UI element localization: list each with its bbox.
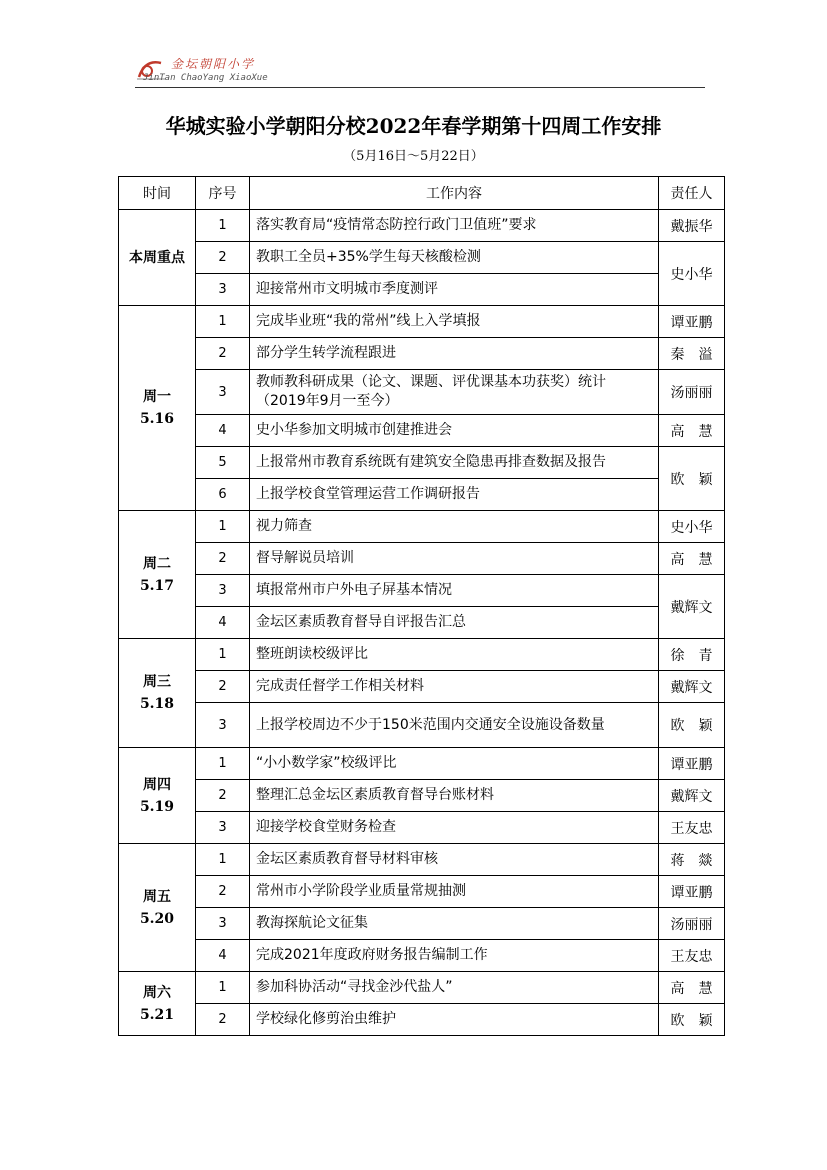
content-cell: 参加科协活动“寻找金沙代盐人” xyxy=(250,972,659,1004)
seq-cell: 3 xyxy=(196,575,250,607)
content-cell: 部分学生转学流程跟进 xyxy=(250,338,659,370)
table-row xyxy=(119,306,725,338)
table-row xyxy=(119,447,725,479)
person-cell: 史小华 xyxy=(659,242,725,306)
table-row xyxy=(119,908,725,940)
content-cell: 教职工全员+35%学生每天核酸检测 xyxy=(250,242,659,274)
person-cell: 王友忠 xyxy=(659,940,725,972)
person-cell: 戴振华 xyxy=(659,210,725,242)
seq-cell: 6 xyxy=(196,479,250,511)
time-cell xyxy=(119,639,196,748)
person-cell: 谭亚鹏 xyxy=(659,306,725,338)
seq-cell: 3 xyxy=(196,703,250,748)
content-cell: 完成毕业班“我的常州”线上入学填报 xyxy=(250,306,659,338)
content-cell: 教海探航论文征集 xyxy=(250,908,659,940)
table-row xyxy=(119,274,725,306)
table-header-row xyxy=(119,177,725,210)
schedule-body xyxy=(119,210,725,1036)
content-cell: 视力筛查 xyxy=(250,511,659,543)
person-cell: 秦 溢 xyxy=(659,338,725,370)
person-cell: 谭亚鹏 xyxy=(659,748,725,780)
table-row xyxy=(119,338,725,370)
person-cell: 汤丽丽 xyxy=(659,908,725,940)
person-cell: 徐 青 xyxy=(659,639,725,671)
time-label: 周二 xyxy=(143,555,171,572)
page-subtitle: （5月16日～5月22日） xyxy=(343,149,484,164)
person-cell: 高 慧 xyxy=(659,972,725,1004)
time-cell xyxy=(119,748,196,844)
table-row xyxy=(119,639,725,671)
seq-cell: 4 xyxy=(196,940,250,972)
content-cell: “小小数学家”校级评比 xyxy=(250,748,659,780)
person-cell: 王友忠 xyxy=(659,812,725,844)
time-cell xyxy=(119,306,196,511)
seq-cell: 5 xyxy=(196,447,250,479)
content-cell: 完成责任督学工作相关材料 xyxy=(250,671,659,703)
content-cell: 上报学校周边不少于150米范围内交通安全设施设备数量 xyxy=(250,703,659,748)
content-cell: 整理汇总金坛区素质教育督导台账材料 xyxy=(250,780,659,812)
time-date: 5.20 xyxy=(139,910,175,927)
person-cell: 高 慧 xyxy=(659,543,725,575)
person-cell: 谭亚鹏 xyxy=(659,876,725,908)
content-cell: 迎接学校食堂财务检查 xyxy=(250,812,659,844)
table-row xyxy=(119,370,725,415)
page-header xyxy=(135,55,705,89)
seq-cell: 3 xyxy=(196,812,250,844)
table-row xyxy=(119,780,725,812)
content-cell: 上报学校食堂管理运营工作调研报告 xyxy=(250,479,659,511)
content-cell: 史小华参加文明城市创建推进会 xyxy=(250,415,659,447)
time-cell xyxy=(119,210,196,306)
content-cell: 金坛区素质教育督导材料审核 xyxy=(250,844,659,876)
person-cell: 高 慧 xyxy=(659,415,725,447)
seq-cell: 1 xyxy=(196,210,250,242)
time-date: 5.18 xyxy=(139,696,175,712)
time-label: 周六 xyxy=(143,984,171,1001)
content-cell: 完成2021年度政府财务报告编制工作 xyxy=(250,940,659,972)
seq-cell: 4 xyxy=(196,607,250,639)
seq-cell: 4 xyxy=(196,415,250,447)
time-date: 5.21 xyxy=(139,1006,175,1023)
table-row xyxy=(119,940,725,972)
table-row xyxy=(119,876,725,908)
page-title: 华城实验小学朝阳分校2022年春学期第十四周工作安排 xyxy=(165,114,662,138)
seq-cell: 2 xyxy=(196,780,250,812)
content-cell: 教师教科研成果（论文、课题、评优课基本功获奖）统计（2019年9月一至今） xyxy=(250,370,659,415)
person-cell: 蒋 燚 xyxy=(659,844,725,876)
table-row xyxy=(119,543,725,575)
table-row xyxy=(119,812,725,844)
person-cell: 欧 颖 xyxy=(659,447,725,511)
header-time: 时间 xyxy=(119,177,196,210)
seq-cell: 3 xyxy=(196,370,250,415)
time-label: 周四 xyxy=(143,776,171,793)
logo-latin-text: JinTan ChaoYang XiaoXue xyxy=(143,73,268,83)
table-row xyxy=(119,844,725,876)
table-row xyxy=(119,575,725,607)
person-cell: 欧 颖 xyxy=(659,1004,725,1036)
table-row xyxy=(119,703,725,748)
person-cell: 戴辉文 xyxy=(659,780,725,812)
person-cell: 史小华 xyxy=(659,511,725,543)
seq-cell: 2 xyxy=(196,1004,250,1036)
time-date: 5.16 xyxy=(139,411,175,427)
seq-cell: 3 xyxy=(196,908,250,940)
seq-cell: 3 xyxy=(196,274,250,306)
content-cell: 督导解说员培训 xyxy=(250,543,659,575)
seq-cell: 1 xyxy=(196,306,250,338)
table-row xyxy=(119,607,725,639)
table-row xyxy=(119,748,725,780)
header-seq: 序号 xyxy=(196,177,250,210)
seq-cell: 2 xyxy=(196,338,250,370)
time-label: 周三 xyxy=(143,674,171,690)
schedule-table xyxy=(118,176,725,1036)
time-cell xyxy=(119,972,196,1036)
table-row xyxy=(119,210,725,242)
seq-cell: 1 xyxy=(196,639,250,671)
seq-cell: 1 xyxy=(196,748,250,780)
content-cell: 上报常州市教育系统既有建筑安全隐患再排查数据及报告 xyxy=(250,447,659,479)
time-cell xyxy=(119,511,196,639)
content-cell: 填报常州市户外电子屏基本情况 xyxy=(250,575,659,607)
seq-cell: 1 xyxy=(196,844,250,876)
seq-cell: 2 xyxy=(196,876,250,908)
content-cell: 学校绿化修剪治虫维护 xyxy=(250,1004,659,1036)
seq-cell: 2 xyxy=(196,242,250,274)
content-cell: 迎接常州市文明城市季度测评 xyxy=(250,274,659,306)
seq-cell: 2 xyxy=(196,671,250,703)
table-row xyxy=(119,242,725,274)
time-date: 5.19 xyxy=(139,798,175,815)
header-person: 责任人 xyxy=(659,177,725,210)
logo-script-text: 金坛朝阳小学 xyxy=(171,57,256,71)
person-cell: 汤丽丽 xyxy=(659,370,725,415)
person-cell: 戴辉文 xyxy=(659,575,725,639)
table-row xyxy=(119,671,725,703)
time-label: 周一 xyxy=(143,389,171,405)
time-cell xyxy=(119,844,196,972)
header-divider xyxy=(135,87,705,88)
table-row xyxy=(119,479,725,511)
table-row xyxy=(119,1004,725,1036)
content-cell: 落实教育局“疫情常态防控行政门卫值班”要求 xyxy=(250,210,659,242)
time-label: 本周重点 xyxy=(129,249,185,266)
content-cell: 常州市小学阶段学业质量常规抽测 xyxy=(250,876,659,908)
content-cell: 整班朗读校级评比 xyxy=(250,639,659,671)
seq-cell: 2 xyxy=(196,543,250,575)
table-row xyxy=(119,415,725,447)
seq-cell: 1 xyxy=(196,972,250,1004)
person-cell: 戴辉文 xyxy=(659,671,725,703)
time-label: 周五 xyxy=(143,888,171,905)
seq-cell: 1 xyxy=(196,511,250,543)
person-cell: 欧 颖 xyxy=(659,703,725,748)
table-row xyxy=(119,972,725,1004)
time-date: 5.17 xyxy=(139,577,175,594)
table-row xyxy=(119,511,725,543)
content-cell: 金坛区素质教育督导自评报告汇总 xyxy=(250,607,659,639)
header-content: 工作内容 xyxy=(250,177,659,210)
